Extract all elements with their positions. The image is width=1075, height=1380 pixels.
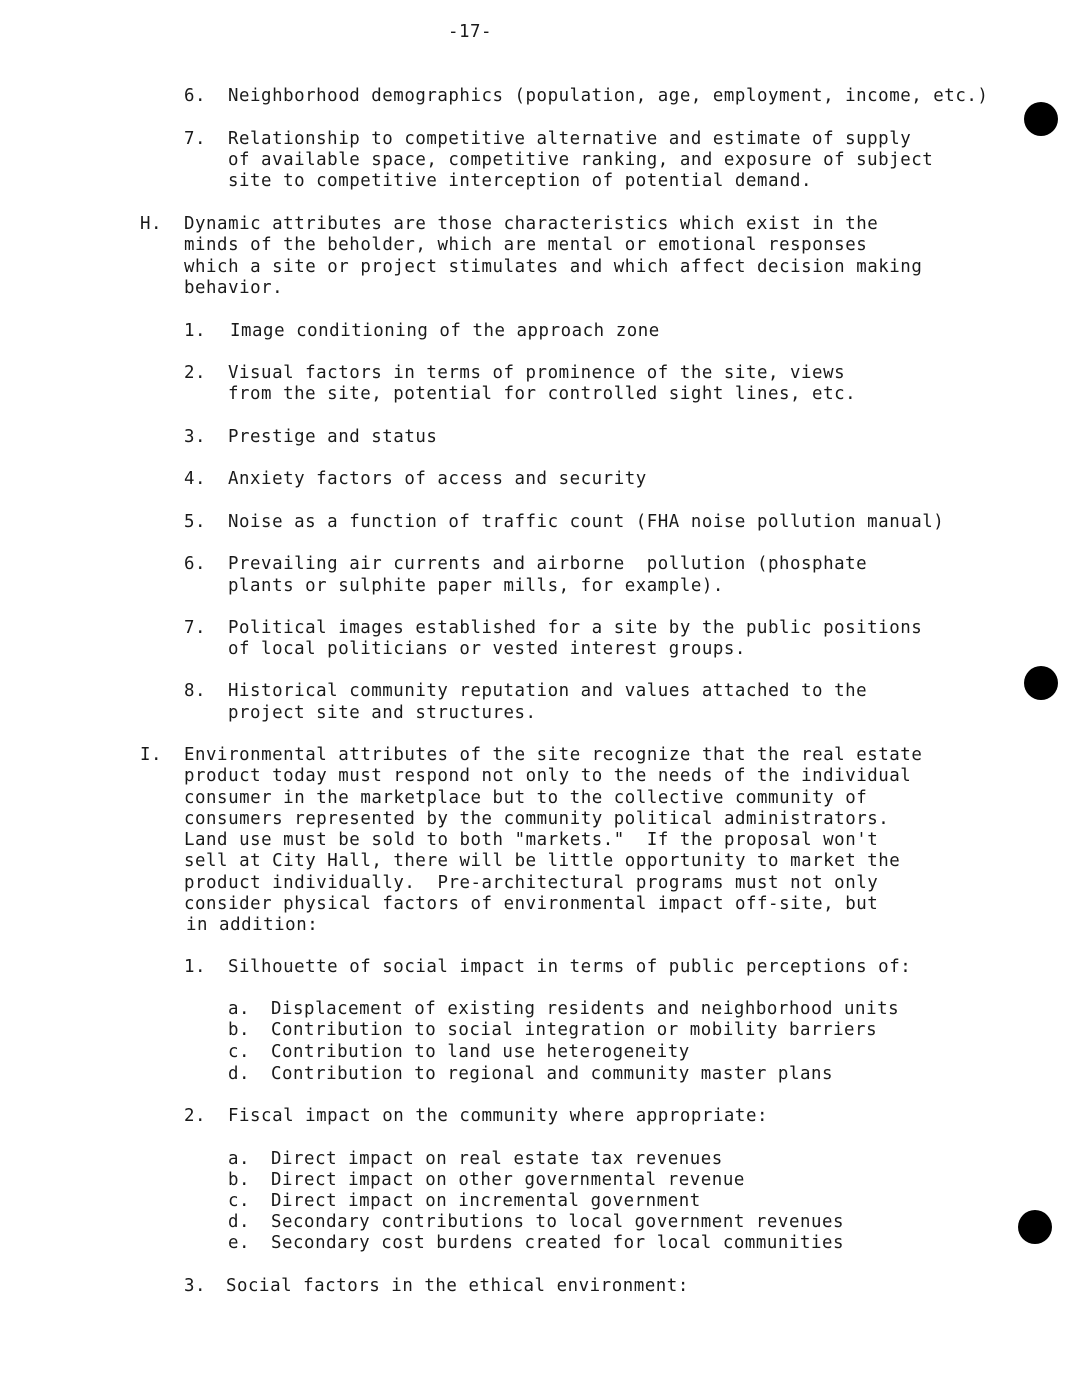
item-text: plants or sulphite paper mills, for example). (228, 576, 724, 596)
section-text: in addition: (186, 915, 319, 935)
page-number: -17- (448, 22, 493, 42)
subitem-text: Contribution to land use heterogeneity (271, 1042, 690, 1062)
item-text: from the site, potential for controlled sight lines, etc. (228, 384, 857, 404)
section-text: minds of the beholder, which are mental or emotional responses (184, 235, 868, 255)
item-number: 1. (184, 321, 207, 341)
subitem-text: Contribution to social integration or mobility barriers (271, 1020, 878, 1040)
item-number: 7. (184, 129, 207, 149)
subitem-text: Direct impact on other governmental revenue (271, 1170, 745, 1190)
section-letter: I. (140, 745, 163, 765)
item-number: 3. (184, 427, 207, 447)
section-text: Land use must be sold to both "markets." If the proposal won't (184, 830, 879, 850)
subitem-letter: d. (228, 1064, 251, 1084)
section-text: sell at City Hall, there will be little opportunity to market the (184, 851, 901, 871)
section-letter: H. (140, 214, 163, 234)
subitem-letter: b. (228, 1170, 251, 1190)
item-text: Neighborhood demographics (population, age, employment, income, etc.) (228, 86, 989, 106)
item-text: Political images established for a site by the public positions (228, 618, 923, 638)
section-text: product individually. Pre-architectural programs must not only (184, 873, 879, 893)
item-number: 6. (184, 554, 207, 574)
item-text: Prestige and status (228, 427, 438, 447)
subitem-letter: e. (228, 1233, 251, 1253)
item-number: 7. (184, 618, 207, 638)
subitem-letter: c. (228, 1042, 251, 1062)
subitem-letter: a. (228, 999, 251, 1019)
item-number: 5. (184, 512, 207, 532)
section-text: Dynamic attributes are those characteristics which exist in the (184, 214, 879, 234)
item-text: Visual factors in terms of prominence of the site, views (228, 363, 846, 383)
item-text: Social factors in the ethical environment: (226, 1276, 689, 1296)
section-text: consumers represented by the community political administrators. (184, 809, 890, 829)
item-text: Image conditioning of the approach zone (230, 321, 660, 341)
item-text: Relationship to competitive alternative and estimate of supply (228, 129, 912, 149)
subitem-text: Secondary cost burdens created for local communities (271, 1233, 845, 1253)
item-text: Anxiety factors of access and security (228, 469, 647, 489)
item-text: Historical community reputation and values attached to the (228, 681, 868, 701)
subitem-text: Secondary contributions to local government revenues (271, 1212, 845, 1232)
subitem-letter: c. (228, 1191, 251, 1211)
punch-hole (1018, 1210, 1052, 1244)
item-text: of local politicians or vested interest groups. (228, 639, 746, 659)
subitem-text: Direct impact on real estate tax revenues (271, 1149, 723, 1169)
section-text: consider physical factors of environmental impact off-site, but (184, 894, 879, 914)
item-text: Silhouette of social impact in terms of public perceptions of: (228, 957, 912, 977)
item-number: 2. (184, 363, 207, 383)
punch-hole (1024, 102, 1058, 136)
subitem-letter: a. (228, 1149, 251, 1169)
item-text: project site and structures. (228, 703, 537, 723)
item-text: of available space, competitive ranking, and exposure of subject (228, 150, 934, 170)
item-text: site to competitive interception of potential demand. (228, 171, 813, 191)
punch-hole (1024, 666, 1058, 700)
item-number: 8. (184, 681, 207, 701)
item-number: 6. (184, 86, 207, 106)
item-number: 3. (184, 1276, 207, 1296)
subitem-text: Direct impact on incremental government (271, 1191, 701, 1211)
subitem-text: Contribution to regional and community master plans (271, 1064, 834, 1084)
item-number: 2. (184, 1106, 207, 1126)
section-text: consumer in the marketplace but to the collective community of (184, 788, 868, 808)
item-text: Prevailing air currents and airborne pollution (phosphate (228, 554, 868, 574)
section-text: Environmental attributes of the site recognize that the real estate (184, 745, 923, 765)
subitem-letter: d. (228, 1212, 251, 1232)
item-number: 4. (184, 469, 207, 489)
subitem-text: Displacement of existing residents and neighborhood units (271, 999, 900, 1019)
item-text: Noise as a function of traffic count (FHA noise pollution manual) (228, 512, 945, 532)
subitem-letter: b. (228, 1020, 251, 1040)
section-text: which a site or project stimulates and which affect decision making (184, 257, 923, 277)
item-number: 1. (184, 957, 207, 977)
section-text: product today must respond not only to the needs of the individual (184, 766, 912, 786)
section-text: behavior. (184, 278, 284, 298)
item-text: Fiscal impact on the community where appropriate: (228, 1106, 768, 1126)
